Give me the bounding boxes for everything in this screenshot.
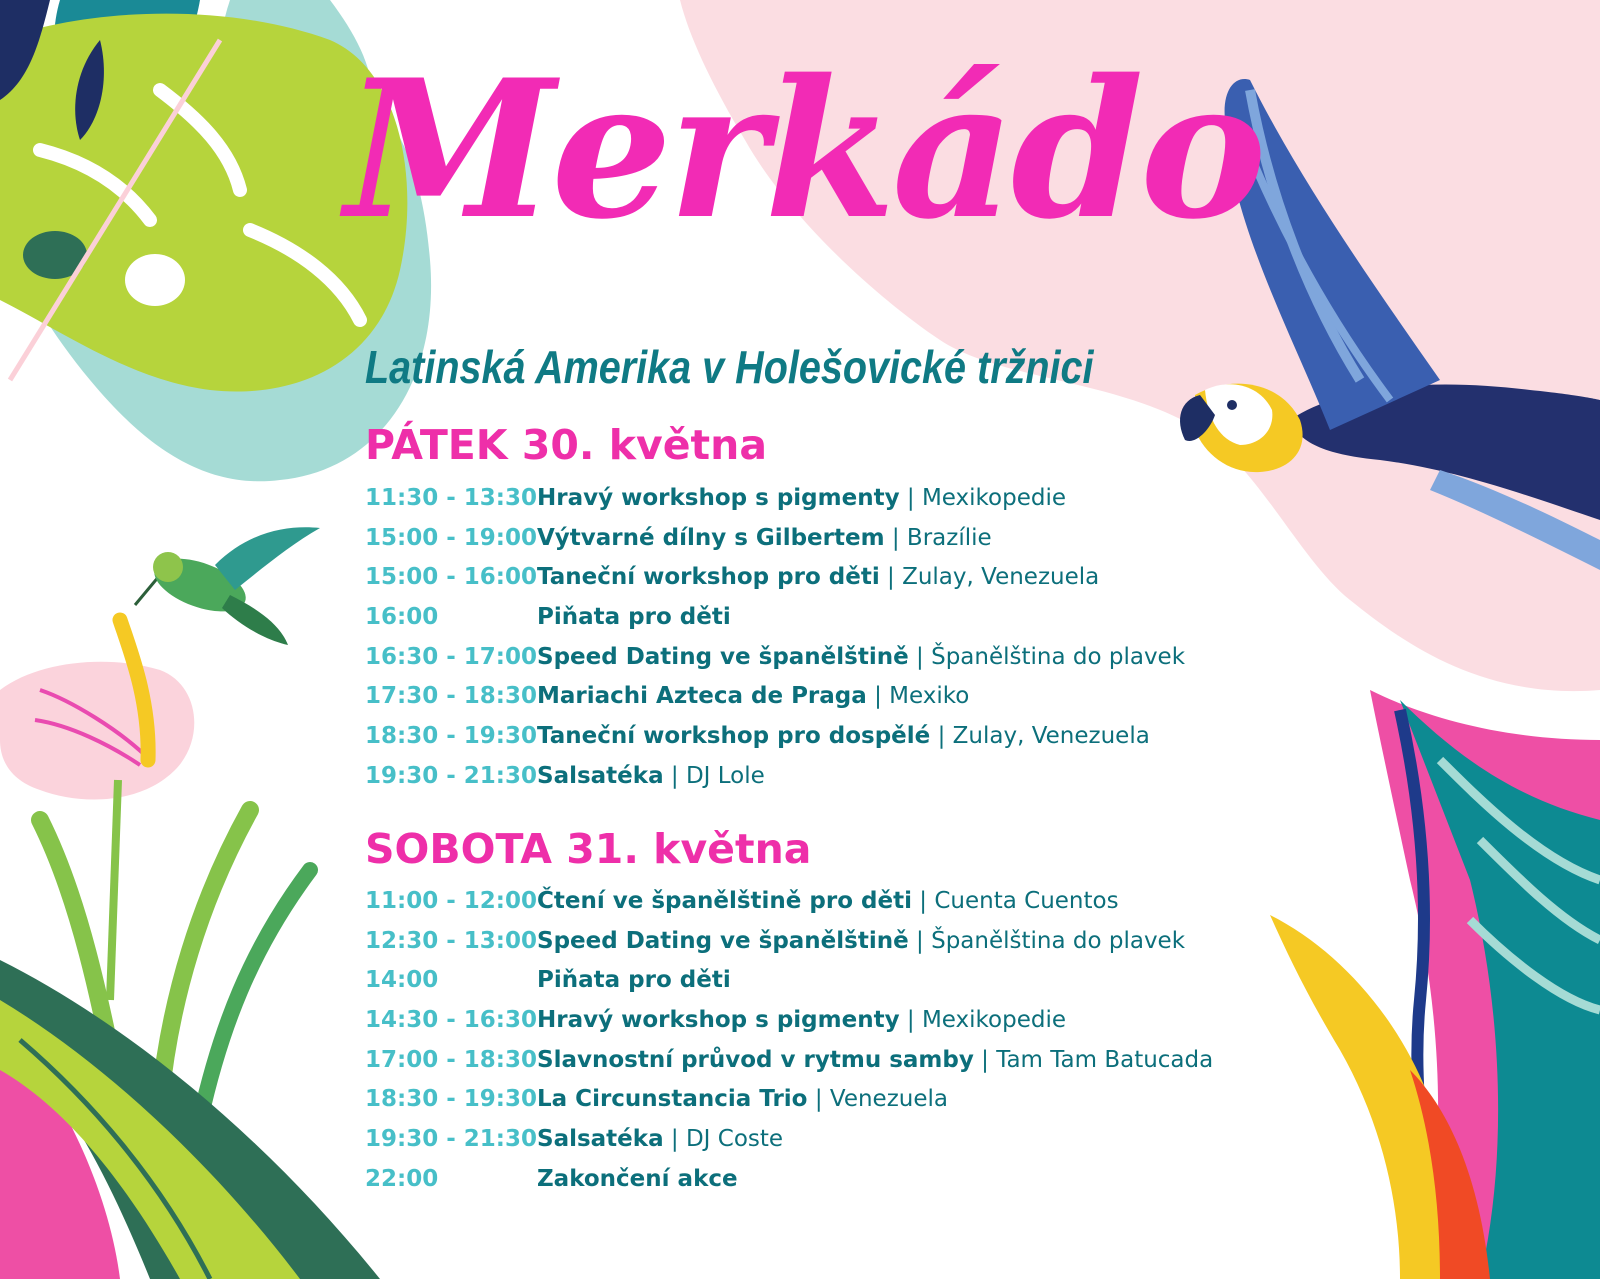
- event-time: 17:30 - 18:30: [365, 683, 537, 710]
- event-activity: Salsatéka: [537, 1126, 664, 1153]
- schedule-saturday: [365, 888, 1365, 1206]
- event-time: 11:30 - 13:30: [365, 485, 537, 511]
- event-time: 18:30 - 19:30: [365, 1086, 537, 1113]
- event-performer: | Mexikopedie: [906, 1007, 1067, 1034]
- event-time: 17:00 - 18:30: [365, 1046, 537, 1073]
- event-time: 18:30 - 19:30: [365, 723, 537, 750]
- event-activity: Piňata pro děti: [537, 967, 731, 994]
- list-item: [365, 525, 1365, 565]
- event-time: 19:30 - 21:30: [365, 762, 537, 789]
- list-item: [365, 683, 1365, 723]
- event-performer: | Španělština do plavek: [916, 643, 1186, 670]
- poster-subtitle: Latinská Amerika v Holešovické tržnici: [365, 341, 1094, 393]
- event-activity: Výtvarné dílny s Gilbertem: [537, 524, 885, 551]
- list-item: [365, 604, 1365, 644]
- list-item: [365, 928, 1365, 968]
- list-item: [365, 1166, 1365, 1206]
- event-activity: La Circunstancia Trio: [537, 1086, 808, 1113]
- event-performer: | Mexikopedie: [906, 485, 1067, 511]
- event-performer: | Mexiko: [874, 683, 970, 710]
- event-time: 12:30 - 13:00: [365, 927, 537, 954]
- list-item: [365, 564, 1365, 604]
- event-performer: | Tam Tam Batucada: [981, 1046, 1214, 1073]
- list-item: [365, 763, 1365, 803]
- event-time: 22:00: [365, 1165, 439, 1192]
- event-performer: | Venezuela: [814, 1086, 948, 1113]
- event-time: 19:30 - 21:30: [365, 1126, 537, 1153]
- event-performer: | DJ Coste: [670, 1126, 784, 1153]
- poster-title: Merkádo: [345, 38, 1263, 261]
- event-time: 14:00: [365, 967, 439, 994]
- event-time: 14:30 - 16:30: [365, 1007, 537, 1034]
- list-item: [365, 1086, 1365, 1126]
- anthurium-flower-icon: [0, 620, 194, 1000]
- event-performer: | Zulay, Venezuela: [937, 723, 1150, 750]
- event-time: 11:00 - 12:00: [365, 888, 537, 914]
- event-performer: | Zulay, Venezuela: [887, 564, 1100, 591]
- event-time: 16:30 - 17:00: [365, 643, 537, 670]
- list-item: [365, 1007, 1365, 1047]
- event-activity: Hravý workshop s pigmenty: [537, 1007, 900, 1034]
- event-time: 15:00 - 19:00: [365, 524, 537, 551]
- event-time: 15:00 - 16:00: [365, 564, 537, 591]
- tropical-leaves-icon: [0, 810, 380, 1279]
- event-performer: | Brazílie: [891, 524, 992, 551]
- event-activity: Hravý workshop s pigmenty: [537, 485, 900, 511]
- event-activity: Mariachi Azteca de Praga: [537, 683, 867, 710]
- event-performer: | Cuenta Cuentos: [919, 888, 1119, 914]
- list-item: [365, 485, 1365, 525]
- event-activity: Speed Dating ve španělštině: [537, 927, 909, 954]
- list-item: [365, 723, 1365, 763]
- event-activity: Čtení ve španělštině pro děti: [537, 888, 912, 914]
- event-performer: | Španělština do plavek: [916, 927, 1186, 954]
- event-activity: Slavnostní průvod v rytmu samby: [537, 1046, 974, 1073]
- event-activity: Zakončení akce: [537, 1165, 738, 1192]
- list-item: [365, 967, 1365, 1007]
- event-activity: Speed Dating ve španělštině: [537, 643, 909, 670]
- list-item: [365, 1126, 1365, 1166]
- list-item: [365, 644, 1365, 684]
- list-item: [365, 1047, 1365, 1087]
- list-item: [365, 888, 1365, 928]
- event-activity: Piňata pro děti: [537, 604, 731, 631]
- hummingbird-icon: [135, 527, 320, 645]
- event-activity: Taneční workshop pro dospělé: [537, 723, 931, 750]
- day-heading-saturday: SOBOTA 31. května: [365, 825, 812, 873]
- event-performer: | DJ Lole: [670, 762, 765, 789]
- event-time: 16:00: [365, 604, 439, 631]
- event-activity: Taneční workshop pro děti: [537, 564, 880, 591]
- day-heading-friday: PÁTEK 30. května: [365, 421, 768, 469]
- event-activity: Salsatéka: [537, 762, 664, 789]
- schedule-friday: [365, 485, 1365, 803]
